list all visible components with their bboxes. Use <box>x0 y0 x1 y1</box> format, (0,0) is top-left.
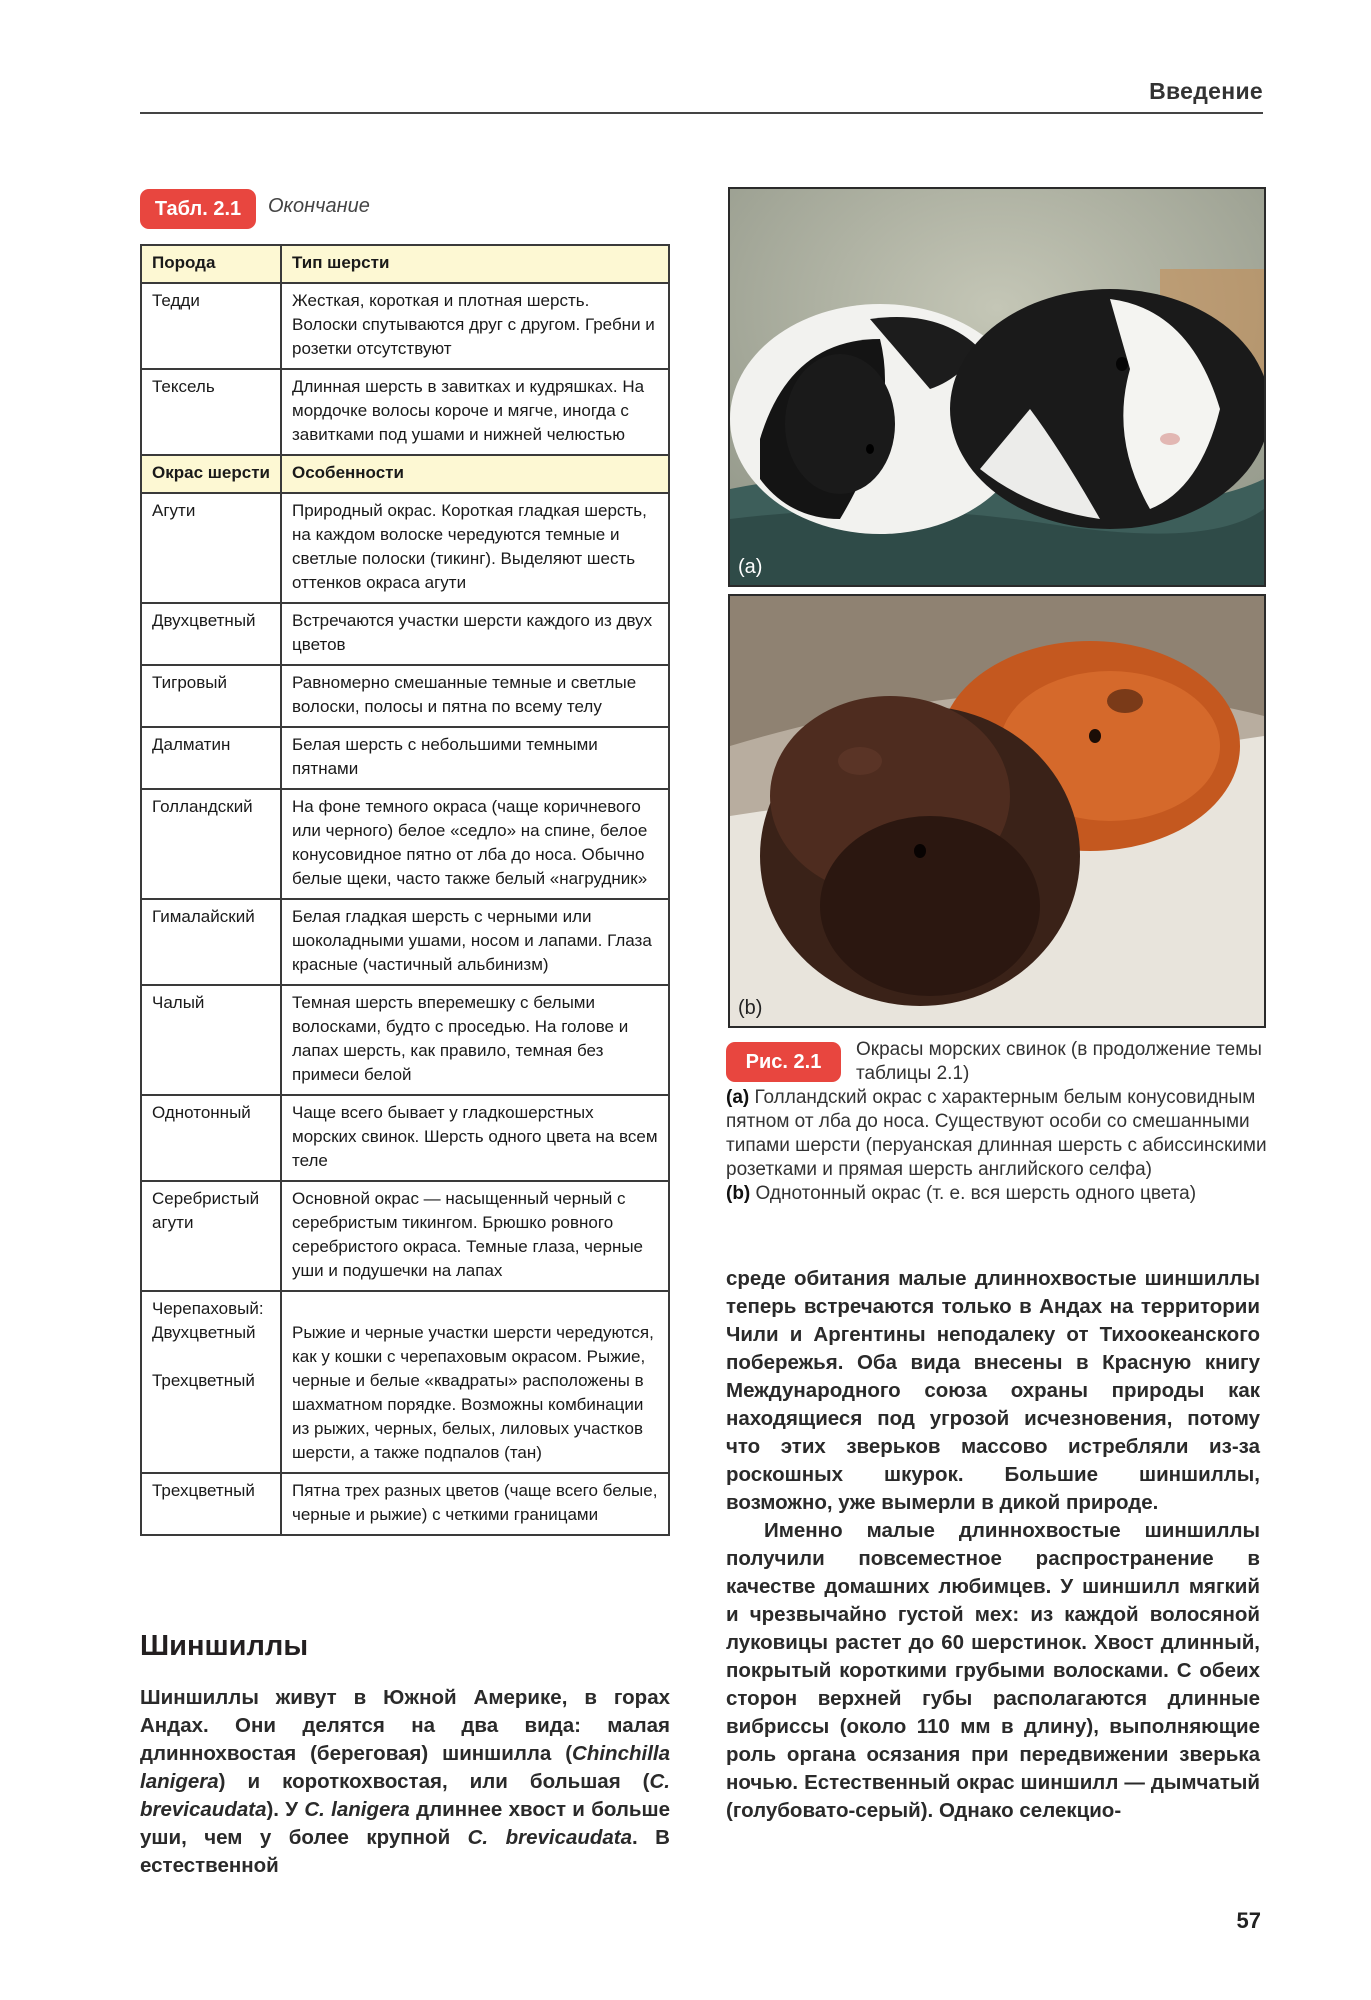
figure-desc-b-text: Однотонный окрас (т. е. вся шерсть одного цвета) <box>755 1183 1197 1204</box>
figure-description <box>726 1086 1272 1206</box>
table-row <box>141 727 669 789</box>
photo-a-illustration <box>730 189 1264 585</box>
photo-a <box>728 187 1266 587</box>
table-row <box>141 665 669 727</box>
table-cell-name: Однотонный <box>141 1095 281 1181</box>
table-row <box>141 369 669 455</box>
table-cell-desc: Белая шерсть с небольшими темными пятнами <box>281 727 669 789</box>
tortoise-two-label: Двухцветный <box>152 1323 256 1342</box>
table-cell-name: Далматин <box>141 727 281 789</box>
table-cell-name: Чалый <box>141 985 281 1095</box>
table-cell-name: Тедди <box>141 283 281 369</box>
photo-b-label: (b) <box>738 997 763 1019</box>
breed-color-table <box>140 244 670 1536</box>
table-cell-desc: На фоне темного окраса (чаще коричневого или черного) белое «седло» на спине, белое конусовидное пятно от лба до носа. Обычно белые щеки, часто также белый «нагрудник» <box>281 789 669 899</box>
table-cell-desc: Длинная шерсть в завитках и кудряшках. На мордочке волосы короче и мягче, иногда с завитками под ушами и нижней челюстью <box>281 369 669 455</box>
tortoise-label: Черепаховый: <box>152 1299 264 1318</box>
photo-b <box>728 594 1266 1028</box>
table-row <box>141 985 669 1095</box>
header-rule <box>140 112 1263 114</box>
table-header-cell: Особенности <box>281 455 669 493</box>
table-caption: Окончание <box>268 195 370 217</box>
table-header-row <box>141 455 669 493</box>
figure-desc-b-prefix: (b) <box>726 1183 751 1204</box>
table-cell-name <box>141 1291 281 1473</box>
table-cell-desc: Рыжие и черные участки шерсти чередуются, как у кошки с черепаховым окрасом. Рыжие, черные и белые «квадраты» расположены в шахматном порядке. Возможны комбинации из рыжих, черных, белых, лиловых участков шерсти, а также подпалов (тан) <box>281 1291 669 1473</box>
table-header-cell: Порода <box>141 245 281 283</box>
table-header-cell: Окрас шерсти <box>141 455 281 493</box>
table-cell-name: Тигровый <box>141 665 281 727</box>
table-badge: Табл. 2.1 <box>140 189 256 229</box>
table-row <box>141 789 669 899</box>
right-column-text <box>726 1265 1260 1825</box>
table-cell-name: Голландский <box>141 789 281 899</box>
page-number: 57 <box>1236 1908 1261 1933</box>
figure-desc-a-text: Голландский окрас с характерным белым конусовидным пятном от лба до носа. Существуют особи со смешанными типами шерсти (перуанская длинная шерсть с абиссинскими розетками и прямая шерсть английского селфа) <box>726 1087 1267 1180</box>
table-row <box>141 283 669 369</box>
photo-b-illustration <box>730 596 1264 1026</box>
section-heading: Шиншиллы <box>140 1630 309 1662</box>
table-cell-name: Двухцветный <box>141 603 281 665</box>
photo-a-label: (a) <box>738 556 763 578</box>
paragraph: Шиншиллы живут в Южной Америке, в горах Андах. Они делятся на два вида: малая длиннохвостая (береговая) шиншилла (Chinchilla lanigera) и короткохвостая, или большая (C. brevicaudata). У C. lanigera длиннее хвост и больше уши, чем у более крупной C. brevicaudata. В естественной <box>140 1686 670 1877</box>
paragraph: Именно малые длиннохвостые шиншиллы получили повсеместное распространение в качестве домашних любимцев. У шиншилл мягкий и чрезвычайно густой мех: из каждой волосяной луковицы растет до 60 шерстинок. Хвост длинный, покрытый короткими грубыми волосками. С обеих сторон верхней губы располагаются длинные вибриссы (около 110 мм в длину), выполняющие роль органа осязания при передвижении зверька ночью. Естественный окрас шиншилл — дымчатый (голубовато-серый). Однако селекцио- <box>726 1519 1260 1822</box>
figure-title: Окрасы морских свинок (в продолжение темы таблицы 2.1) <box>856 1039 1262 1084</box>
table-cell-name: Трехцветный <box>141 1473 281 1535</box>
table-cell-name: Гималайский <box>141 899 281 985</box>
figure-desc-a <box>726 1086 1272 1182</box>
table-cell-desc: Основной окрас — насыщенный черный с серебристым тикингом. Брюшко ровного серебристого окраса. Темные глаза, черные уши и подушечки на лапах <box>281 1181 669 1291</box>
table-cell-name: Тексель <box>141 369 281 455</box>
running-header-title: Введение <box>1149 78 1263 104</box>
table-cell-desc: Природный окрас. Короткая гладкая шерсть, на каждом волоске чередуются темные и светлые полоски (тикинг). Выделяют шесть оттенков окраса агути <box>281 493 669 603</box>
left-column-text <box>140 1684 670 1880</box>
figure-desc-b <box>726 1182 1272 1206</box>
table-row <box>141 493 669 603</box>
table-row <box>141 1291 669 1473</box>
figure-badge: Рис. 2.1 <box>726 1042 841 1082</box>
tortoise-three-label: Трехцветный <box>152 1371 255 1390</box>
table-header-cell: Тип шерсти <box>281 245 669 283</box>
table-cell-desc: Равномерно смешанные темные и светлые волоски, полосы и пятна по всему телу <box>281 665 669 727</box>
table-cell-name: Серебристый агути <box>141 1181 281 1291</box>
paragraph: среде обитания малые длиннохвостые шиншиллы теперь встречаются только в Андах на территории Чили и Аргентины неподалеку от Тихоокеанского побережья. Оба вида внесены в Красную книгу Международного союза охраны природы как находящиеся под угрозой исчезновения, потому что этих зверьков массово истребляли из-за роскошных шкурок. Большие шиншиллы, возможно, уже вымерли в дикой природе. <box>726 1267 1260 1514</box>
figure-desc-a-prefix: (a) <box>726 1087 750 1108</box>
table-cell-desc: Жесткая, короткая и плотная шерсть. Волоски спутываются друг с другом. Гребни и розетки отсутствуют <box>281 283 669 369</box>
table-row <box>141 899 669 985</box>
table-row <box>141 1095 669 1181</box>
table-row <box>141 1473 669 1535</box>
table-row <box>141 1181 669 1291</box>
table-cell-desc: Белая гладкая шерсть с черными или шоколадными ушами, носом и лапами. Глаза красные (частичный альбинизм) <box>281 899 669 985</box>
table-cell-desc: Пятна трех разных цветов (чаще всего белые, черные и рыжие) с четкими границами <box>281 1473 669 1535</box>
table-row <box>141 603 669 665</box>
table-cell-desc: Чаще всего бывает у гладкошерстных морских свинок. Шерсть одного цвета на всем теле <box>281 1095 669 1181</box>
table-cell-desc: Темная шерсть вперемешку с белыми волосками, будто с проседью. На голове и лапах шерсть, как правило, темная без примеси белой <box>281 985 669 1095</box>
table-header-row <box>141 245 669 283</box>
table-cell-name: Агути <box>141 493 281 603</box>
table-cell-desc: Встречаются участки шерсти каждого из двух цветов <box>281 603 669 665</box>
